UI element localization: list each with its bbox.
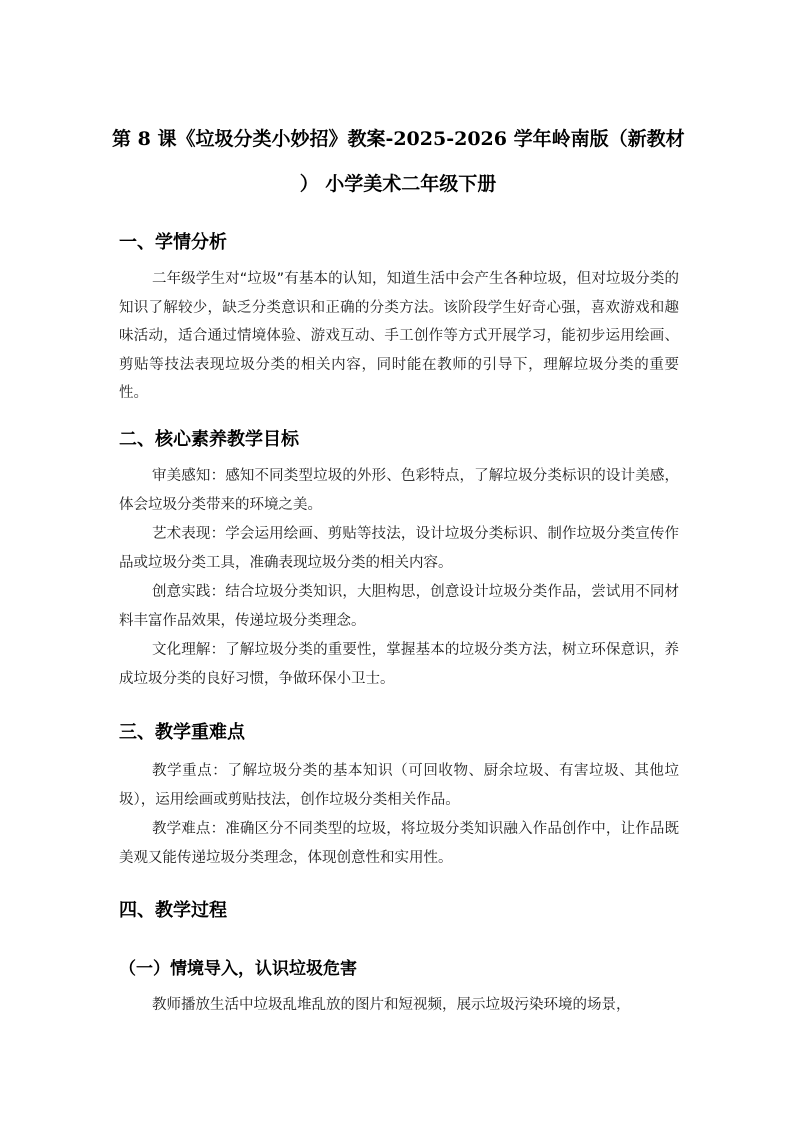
subsection-heading-situation-intro: （一）情境导入，认识垃圾危害 bbox=[119, 959, 357, 979]
section-heading-teaching-goals: 二、核心素养教学目标 bbox=[119, 429, 299, 450]
document-title-line1: 第 8 课《垃圾分类小妙招》教案-2025-2026 学年岭南版（新教材 bbox=[112, 128, 685, 150]
section-heading-learning-analysis: 一、学情分析 bbox=[119, 232, 227, 253]
document-title-line2: ） 小学美术二年级下册 bbox=[299, 173, 497, 195]
paragraph-cultural-understanding: 文化理解：了解垃圾分类的重要性，掌握基本的垃圾分类方法，树立环保意识，养成垃圾分类的良好习惯，争做环保小卫士。 bbox=[119, 642, 679, 687]
paragraph-aesthetic-perception: 审美感知：感知不同类型垃圾的外形、色彩特点，了解垃圾分类标识的设计美感，体会垃圾分类带来的环境之美。 bbox=[119, 468, 679, 513]
paragraph-teaching-focus: 教学重点：了解垃圾分类的基本知识（可回收物、厨余垃圾、有害垃圾、其他垃圾），运用绘画或剪贴技法，创作垃圾分类相关作品。 bbox=[119, 763, 679, 808]
section-heading-teaching-process: 四、教学过程 bbox=[119, 900, 227, 921]
paragraph-creative-practice: 创意实践：结合垃圾分类知识，大胆构思，创意设计垃圾分类作品，尝试用不同材料丰富作品效果，传递垃圾分类理念。 bbox=[119, 584, 679, 629]
paragraph-learning-analysis: 二年级学生对“垃圾”有基本的认知，知道生活中会产生各种垃圾，但对垃圾分类的知识了解较少，缺乏分类意识和正确的分类方法。该阶段学生好奇心强，喜欢游戏和趣味活动，适合通过情境体验、游戏互动、手工创作等方式开展学习，能初步运用绘画、剪贴等技法表现垃圾分类的相关内容，同时能在教师的引导下，理解垃圾分类的重要性。 bbox=[119, 271, 679, 401]
section-heading-key-difficulties: 三、教学重难点 bbox=[119, 722, 245, 743]
paragraph-artistic-expression: 艺术表现：学会运用绘画、剪贴等技法，设计垃圾分类标识、制作垃圾分类宣传作品或垃圾分类工具，准确表现垃圾分类的相关内容。 bbox=[119, 526, 679, 571]
paragraph-situation-intro: 教师播放生活中垃圾乱堆乱放的图片和短视频，展示垃圾污染环境的场景， bbox=[152, 997, 631, 1013]
paragraph-teaching-difficulty: 教学难点：准确区分不同类型的垃圾，将垃圾分类知识融入作品创作中，让作品既美观又能传递垃圾分类理念，体现创意性和实用性。 bbox=[119, 821, 679, 866]
